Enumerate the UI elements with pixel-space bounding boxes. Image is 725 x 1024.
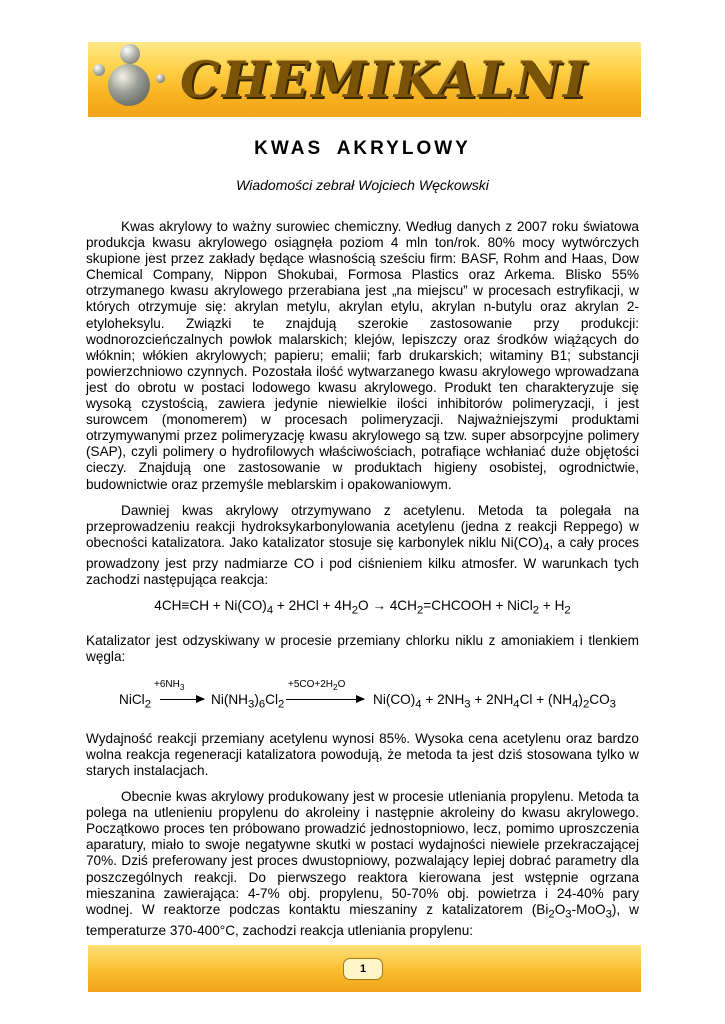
page-number: 1: [343, 958, 383, 980]
molecule-ball-icon: [93, 64, 105, 76]
molecule-ball-icon: [108, 64, 150, 106]
catalyst-regeneration-scheme: $+6NH_3$ $+5CO+2H_2O$ NiCl$_2$ $Ni(NH_3)_6Cl_2$ $Ni(CO)_4 + 2NH_3 + 2NH_4Cl + (NH_4)_2CO_3$: [119, 678, 616, 711]
reaction-arrow-icon: [286, 699, 364, 700]
paragraph-3: Katalizator jest odzyskiwany w procesie przemiany chlorku niklu z amoniakiem i tlenkiem węgla:: [86, 632, 639, 664]
article-body: [86, 219, 639, 983]
article-author: Wiadomości zebrał Wojciech Węckowski: [236, 177, 489, 193]
paragraph-2: Dawniej kwas akrylowy otrzymywano z acetylenu. Metoda ta polegała na przeprowadzeniu reakcji hydroksykarbonylowania acetylenu (jedna z reakcji Reppego) w obecności katalizatora. Jako katalizator stosuje się karbonylek niklu $Ni(CO)_4$, a cały proces prowadzony jest przy nadmiarze CO i pod ciśnieniem kilku atmosfer. W warunkach tych zachodzi następująca reakcja:: [86, 502, 639, 587]
logo-text: CHEMIKALNI: [180, 50, 589, 109]
molecule-ball-icon: [156, 74, 165, 83]
paragraph-1: Kwas akrylowy to ważny surowiec chemiczny. Według danych z 2007 roku światowa produkcja kwasu akrylowego osiągnęła poziom 4 mln ton/rok. 80% mocy wytwórczych skupione jest przez zakłady będące własnością sześciu firm: BASF, Rohm and Haas, Dow Chemical Company, Nippon Shokubai, Formosa Plastics oraz Arkema. Blisko 55% otrzymanego kwasu akrylowego przerabiana jest „na miejscu” w procesach estryfikacji, w których otrzymuje się: akrylan metylu, akrylan etylu, akrylan n-butylu oraz akrylan 2-etyloheksylu. Związki te znajdują szerokie zastosowanie przy produkcji: wodnorozcieńczalnych powłok malarskich; klejów, lepiszczy oraz środków wiążących do włóknin; włókien akrylowych; papieru; emalii; farb drukarskich; witaminy B1; substancji powierzchniowo czynnych. Pozostała ilość wytwarzanego kwasu akrylowego wprowadzana jest do obrotu w postaci lodowego kwasu akrylowego. Produkt ten charakteryzuje się wysoką czystością, zawiera jedynie niewielkie ilości inhibitorów polimeryzacji, i jest surowcem (monomerem) w procesach polimeryzacji. Najważniejszymi produktami otrzymywanymi przez polimeryzację kwasu akrylowego są tzw. super absorpcyjne polimery (SAP), czyli polimery o hydrofilowych właściwościach, potrafiące wchłaniać duże objętości cieczy. Znajdują one zastosowanie w produktach higieny osobistej, ogrodnictwie, budownictwie oraz przemyśle meblarskim i opakowaniowym.: [86, 219, 639, 492]
article-title: KWAS AKRYLOWY: [254, 138, 471, 159]
paragraph-4: Wydajność reakcji przemiany acetylenu wynosi 85%. Wysoka cena acetylenu oraz bardzo wolna reakcja regeneracji katalizatora powodują, że metoda ta jest dziś stosowana tylko w starych instalacjach.: [86, 730, 639, 778]
molecule-ball-icon: [120, 44, 140, 64]
equation-acetylene: $4CH\equiv CH + Ni(CO)_4 + 2HCl + 4H_2O$ → $4CH_2=CHCOOH$ + NiCl$_2$ + $H_2$: [154, 597, 571, 617]
reaction-arrow-icon: [160, 699, 204, 700]
header-banner: [88, 42, 641, 117]
paragraph-5: Obecnie kwas akrylowy produkowany jest w procesie utleniania propylenu. Metoda ta polega na utlenieniu propylenu do akroleiny i następnie akroleiny do kwasu akrylowego. Początkowo proces ten próbowano prowadzić jednostopniowo, lecz, pomimo uproszczenia aparatury, miało to swoje negatywne skutki w postaci wydajności niewiele przekraczającej 70%. Dziś preferowany jest proces dwustopniowy, pozwalający lepiej dobrać parametry dla poszczególnych reakcji. Do pierwszego reaktora kierowana jest wstępnie ogrzana mieszanina zawierająca: 4-7% obj. propylenu, 50-70% obj. powietrza i 24-40% pary wodnej. W reaktorze podczas kontaktu mieszaniny z katalizatorem $(Bi_2O_3-MoO_3)$, w temperaturze 370-400°C, zachodzi reakcja utleniania propylenu:: [86, 789, 639, 938]
